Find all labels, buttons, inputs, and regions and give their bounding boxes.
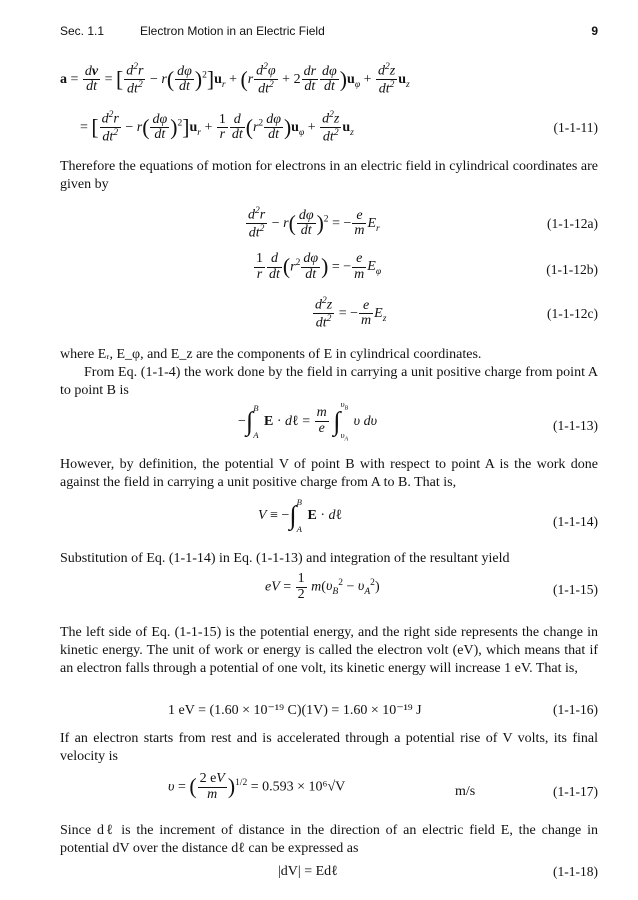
equation-number: (1-1-12c) xyxy=(547,306,598,321)
equation-1-1-13: −∫ B A E · dℓ = $\frac{m}{e}$ ∫ $\upsilon_B$ $\upsilon_A$ υ dυ (1-1-13) xyxy=(238,399,598,443)
chapter-title: Electron Motion in an Electric Field xyxy=(140,24,325,38)
equation-number: (1-1-12a) xyxy=(547,216,598,231)
equation-number: (1-1-13) xyxy=(553,418,598,433)
equation-1-1-12a: $\frac{d^2r}{dt^2}$ − r( $\frac{d\varphi}{dt}$ )$^2$ = − $\frac{e}{m}$ $E_r$ (1-1-12a) xyxy=(248,206,598,241)
equation-1-1-12c: $\frac{d^2z}{dt^2}$ = − $\frac{e}{m}$ $E_z$ (1-1-12c) xyxy=(315,296,598,331)
paragraph: Substitution of Eq. (1-1-14) in Eq. (1-1-13) and integration of the resultant yield xyxy=(60,551,510,566)
velocity-unit: m/s xyxy=(455,784,476,799)
section-label: Sec. 1.1 xyxy=(60,24,105,38)
equation-number: (1-1-17) xyxy=(553,784,598,799)
equation-number: (1-1-14) xyxy=(553,514,598,529)
equation-number: (1-1-12b) xyxy=(546,262,598,277)
paragraph: where Eᵣ, E_φ, and E_z are the components of E in cylindrical coordinates. From Eq. (1-1-4) the work done by the field in carrying a unit positive charge from point A to point B is xyxy=(60,347,598,398)
equation-1-1-18: |dV| = Edℓ (1-1-18) xyxy=(278,864,598,879)
equation-1-1-14: V ≡ −∫ B A E · dℓ (1-1-14) xyxy=(258,497,598,534)
equation-number: (1-1-11) xyxy=(553,120,598,135)
running-header xyxy=(60,24,598,40)
equation-number: (1-1-18) xyxy=(553,864,598,879)
paragraph: Therefore the equations of motion for electrons in an electric field in cylindrical coordinates are given by xyxy=(60,159,598,192)
paragraph: If an electron starts from rest and is accelerated through a potential rise of V volts, its final velocity is xyxy=(60,731,598,764)
paragraph: The left side of Eq. (1-1-15) is the potential energy, and the right side represents the change in kinetic energy. The unit of work or energy is called the electron volt (eV), which means that if an electron falls through a potential of one volt, its kinetic energy will increase 1 eV. That is, xyxy=(60,625,598,676)
page-number: 9 xyxy=(591,24,598,38)
equation-1-1-12b: $\frac{1}{r}$ $\frac{d}{dt}$ ($r^2$ $\frac{d\varphi}{dt}$ ) = − $\frac{e}{m}$ $E_\varphi$ (1-1-12b) xyxy=(256,251,598,282)
acceleration-equation-line-2: = [ $\frac{d^2r}{dt^2}$ − r( $\frac{d\varphi}{dt}$ )$^2]u_r$ + $\frac{1}{r}$ $\frac{d}{dt}$ ($r^2$ $\frac{d\varphi}{dt}$ )$u_\varphi$ + $\frac{d^2z}{dt^2}$ $u_z$ (1-1-11) xyxy=(80,110,598,145)
equation-1-1-15: eV = $\frac{1}{2}$ $m(\upsilon_B^2 - \upsilon_A^2)$ (1-1-15) xyxy=(265,571,598,602)
equation-1-1-17: υ = ( $\frac{2 eV}{m}$ )$^{1/2}$ = 0.593 × 10⁶√V m/s (1-1-17) xyxy=(168,771,598,802)
equation-number: (1-1-15) xyxy=(553,582,598,597)
paragraph: However, by definition, the potential V of point B with respect to point A is the work done against the field in carrying a unit positive charge from A to B. That is, xyxy=(60,457,598,490)
paragraph: Since dℓ is the increment of distance in the direction of an electric field E, the change in potential dV over the distance dℓ can be expressed as xyxy=(60,823,598,856)
equation-1-1-16: 1 eV = (1.60 × 10⁻¹⁹ C)(1V) = 1.60 × 10⁻¹⁹ J (1-1-16) xyxy=(168,702,598,718)
equation-number: (1-1-16) xyxy=(553,702,598,717)
acceleration-equation-line-1: a = $\frac{dv}{dt}$ = [ $\frac{d^2r}{dt^2}$ − r( $\frac{d\varphi}{dt}$ )$^2]u_r + (r$ $\frac{d^2\varphi}{dt^2}$ + 2 $\frac{dr}{dt}$ $\frac{d\varphi}{dt}$ )$u_\varphi$ + $\frac{d^2z}{dt^2}$ $u_z$ xyxy=(60,62,410,97)
